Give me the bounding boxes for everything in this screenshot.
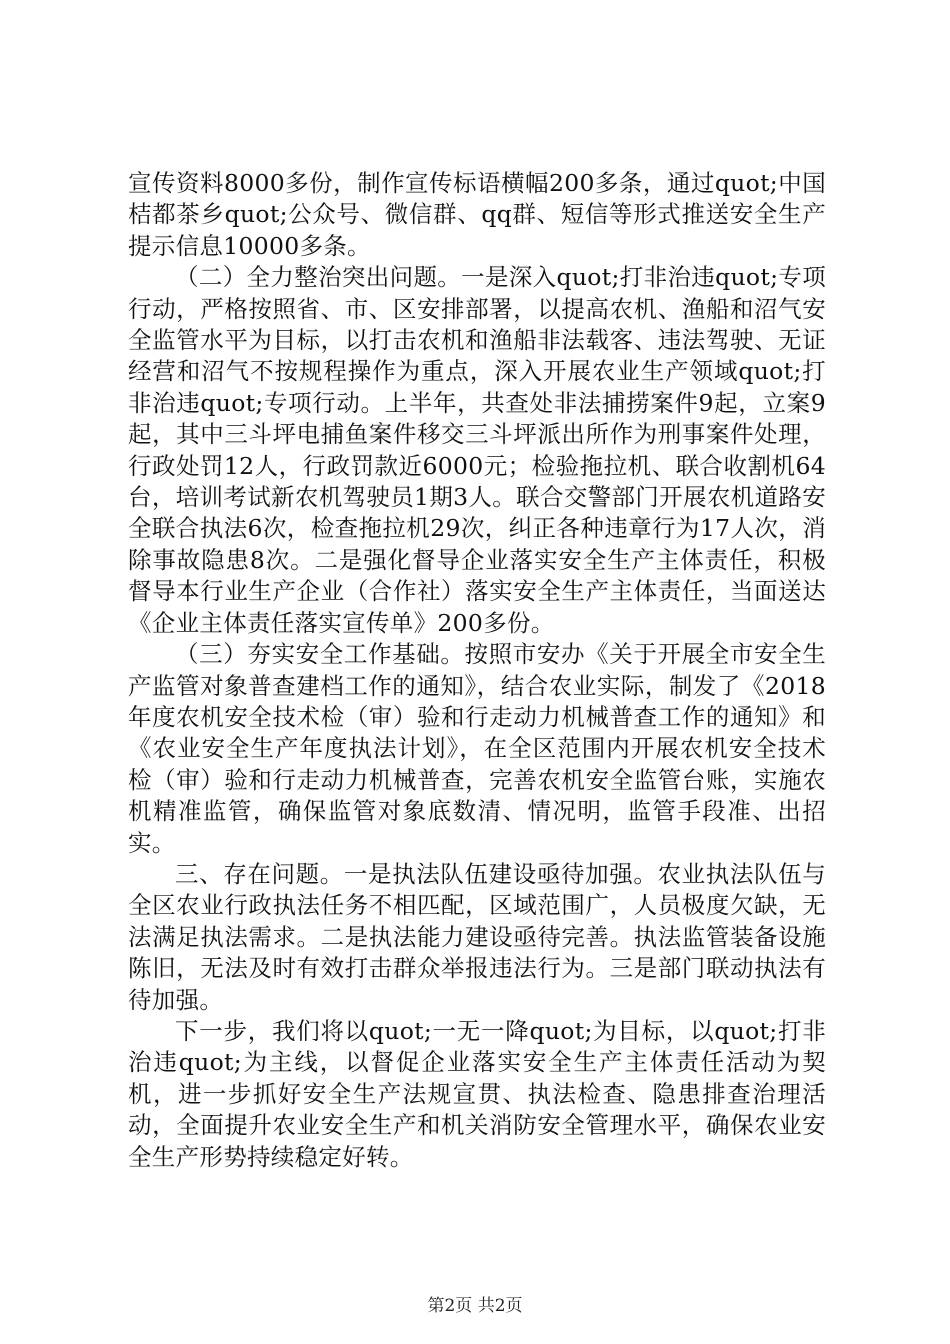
document-body <box>128 168 826 1173</box>
paragraph-continuation: 宣传资料8000多份，制作宣传标语横幅200多条，通过quot;中国桔都茶乡quot;公众号、微信群、qq群、短信等形式推送安全生产提示信息10000多条。 <box>128 169 826 260</box>
page-number-footer: 第2页 共2页 <box>427 1296 523 1316</box>
paragraph-foundation: （三）夯实安全工作基础。按照市安办《关于开展全市安全生产监管对象普查建档工作的通知》，结合农业实际，制发了《2018年度农机安全技术检（审）验和行走动力机械普查工作的通知》和《农业安全生产年度执法计划》，在全区范围内开展农机安全技术检（审）验和行走动力机械普查，完善农机安全监管台账，实施农机精准监管，确保监管对象底数清、情况明，监管手段准、出招实。 <box>128 640 826 857</box>
paragraph-rectification: （二）全力整治突出问题。一是深入quot;打非治违quot;专项行动，严格按照省、市、区安排部署，以提高农机、渔船和沼气安全监管水平为目标，以打击农机和渔船非法载客、违法驾驶、无证经营和沼气不按规程操作为重点，深入开展农业生产领域quot;打非治违quot;专项行动。上半年，共查处非法捕捞案件9起，立案9起，其中三斗坪电捕鱼案件移交三斗坪派出所作为刑事案件处理，行政处罚12人，行政罚款近6000元；检验拖拉机、联合收割机64台，培训考试新农机驾驶员1期3人。联合交警部门开展农机道路安全联合执法6次，检查拖拉机29次，纠正各种违章行为17人次，消除事故隐患8次。二是强化督导企业落实安全生产主体责任，积极督导本行业生产企业（合作社）落实安全生产主体责任，当面送达《企业主体责任落实宣传单》200多份。 <box>128 263 826 637</box>
paragraph-problems: 三、存在问题。一是执法队伍建设亟待加强。农业执法队伍与全区农业行政执法任务不相匹配，区域范围广，人员极度欠缺，无法满足执法需求。二是执法能力建设亟待完善。执法监管装备设施陈旧，无法及时有效打击群众举报违法行为。三是部门联动执法有待加强。 <box>128 859 826 1014</box>
paragraph-next-steps: 下一步，我们将以quot;一无一降quot;为目标，以quot;打非治违quot;为主线，以督促企业落实安全生产主体责任活动为契机，进一步抓好安全生产法规宣贯、执法检查、隐患排查治理活动，全面提升农业安全生产和机关消防安全管理水平，确保农业安全生产形势持续稳定好转。 <box>128 1016 826 1171</box>
